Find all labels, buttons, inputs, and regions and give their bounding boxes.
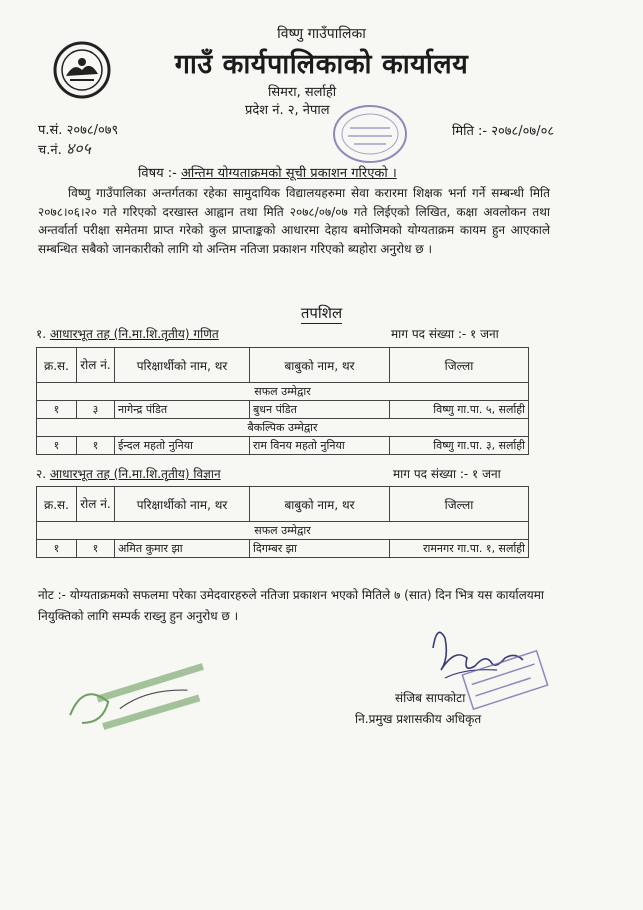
signatory-name: संजिब सापकोटा: [395, 691, 466, 705]
note-paragraph: नोट :- योग्यताक्रमको सफलमा परेका उमेदवारहरुले नतिजा प्रकाशन भएको मितिले ७ (सात) दिन भित्र यस कार्यालयमा नियुक्तिको लागि सम्पर्क राख्नु हुन अनुरोध छ ।: [38, 588, 544, 623]
col-name: परिक्षार्थीको नाम, थर: [115, 487, 250, 522]
table-group-row: [37, 522, 529, 540]
cell-roll: १: [77, 540, 115, 558]
cell-name: ईन्दल महतो नुनिया: [115, 437, 250, 455]
address-line-2: प्रदेश नं. २, नेपाल: [245, 103, 330, 118]
cell-district: विष्णु गा.पा. ३, सर्लाही: [390, 437, 529, 455]
table-header-row: [37, 487, 529, 522]
dispatch-prefix: च.नं.: [38, 143, 62, 158]
col-name: परिक्षार्थीको नाम, थर: [115, 348, 250, 383]
table-header-row: [37, 348, 529, 383]
section-1-table: [36, 347, 529, 455]
dispatch-number-line: [38, 137, 91, 159]
section-1-number: १.: [36, 327, 47, 341]
cell-roll: १: [77, 437, 115, 455]
address-line-1: सिमरा, सर्लाही: [268, 85, 337, 100]
cell-name: नागेन्द्र पंडित: [115, 401, 250, 419]
table-group-row: [37, 419, 529, 437]
fiscal-year: प.सं. २०७८/०७९: [38, 123, 119, 138]
section-1-title: [36, 325, 219, 342]
cell-sn: १: [37, 437, 77, 455]
receiver-stamp-icon: [60, 660, 225, 755]
section-2-label: आधारभूत तह (नि.मा.शि.तृतीय) विज्ञान: [49, 467, 221, 481]
subject-text: अन्तिम योग्यताक्रमको सूची प्रकाशन गरिएको ।: [181, 166, 397, 181]
cell-sn: १: [37, 401, 77, 419]
dispatch-number: ४०५: [65, 139, 91, 158]
col-sn: क्र.स.: [37, 348, 77, 383]
body-paragraph: विष्णु गाउँपालिका अन्तर्गतका रहेका सामुदायिक विद्यालयहरुमा सेवा करारमा शिक्षक भर्ना गर्ने सम्बन्धी मिति २०७८।०६।२० गते गरिएको दरखास्त आह्वान तथा मिति २०७८/०७/०७ गते लिईएको लिखित, कक्षा अवलोकन तथा अन्तर्वार्ता परीक्षा समेतमा प्राप्त गरेको कुल प्राप्ताङ्कको आधारमा देहाय बमोजिमको योग्यताक्रम कायम हुन आएकाले सम्बन्धित सबैको जानकारीको लागि यो अन्तिम नतिजा प्रकाशन गरिएको ब्यहोरा अनुरोध छ ।: [38, 186, 550, 256]
cell-name: अमित कुमार झा: [115, 540, 250, 558]
col-father: बाबुको नाम, थर: [250, 487, 390, 522]
signatory-designation: नि.प्रमुख प्रशासकीय अधिकृत: [355, 712, 482, 726]
section-1-label: आधारभूत तह (नि.मा.शि.तृतीय) गणित: [49, 327, 219, 341]
section-2-number: २.: [36, 467, 47, 481]
letter-date: मिति :- २०७८/०७/०८: [452, 124, 555, 139]
col-roll: रोल नं.: [77, 487, 115, 522]
municipality-name: विष्णु गाउँपालिका: [277, 26, 366, 42]
subject-prefix: विषय :-: [138, 166, 177, 181]
section-2-title: [36, 465, 221, 482]
success-label: सफल उम्मेद्वार: [37, 383, 529, 401]
table-row: [37, 437, 529, 455]
tapsil-label: तपशिल: [300, 304, 343, 322]
section-2-table: [36, 486, 529, 558]
table-row: [37, 401, 529, 419]
col-sn: क्र.स.: [37, 487, 77, 522]
office-stamp-icon: [330, 102, 410, 166]
cell-roll: ३: [77, 401, 115, 419]
cell-district: रामनगर गा.पा. १, सर्लाही: [390, 540, 529, 558]
cell-father: बुधन पंडित: [250, 401, 390, 419]
success-label: सफल उम्मेद्वार: [37, 522, 529, 540]
col-father: बाबुको नाम, थर: [250, 348, 390, 383]
table-group-row: [37, 383, 529, 401]
cell-father: राम विनय महतो नुनिया: [250, 437, 390, 455]
office-title: गाउँ कार्यपालिकाको कार्यालय: [174, 49, 469, 80]
col-district: जिल्ला: [390, 487, 529, 522]
col-district: जिल्ला: [390, 348, 529, 383]
signatory-stamp-icon: [460, 648, 550, 712]
subject-line: [138, 163, 397, 181]
table-row: [37, 540, 529, 558]
tapsil-heading: [0, 303, 643, 323]
section-2-posts: माग पद संख्या :- १ जना: [393, 467, 501, 481]
cell-district: विष्णु गा.पा. ५, सर्लाही: [390, 401, 529, 419]
cell-sn: १: [37, 540, 77, 558]
section-1-posts: माग पद संख्या :- १ जना: [391, 327, 499, 341]
cell-father: दिगम्बर झा: [250, 540, 390, 558]
col-roll: रोल नं.: [77, 348, 115, 383]
alternate-label: बैकल्पिक उम्मेद्वार: [37, 419, 529, 437]
